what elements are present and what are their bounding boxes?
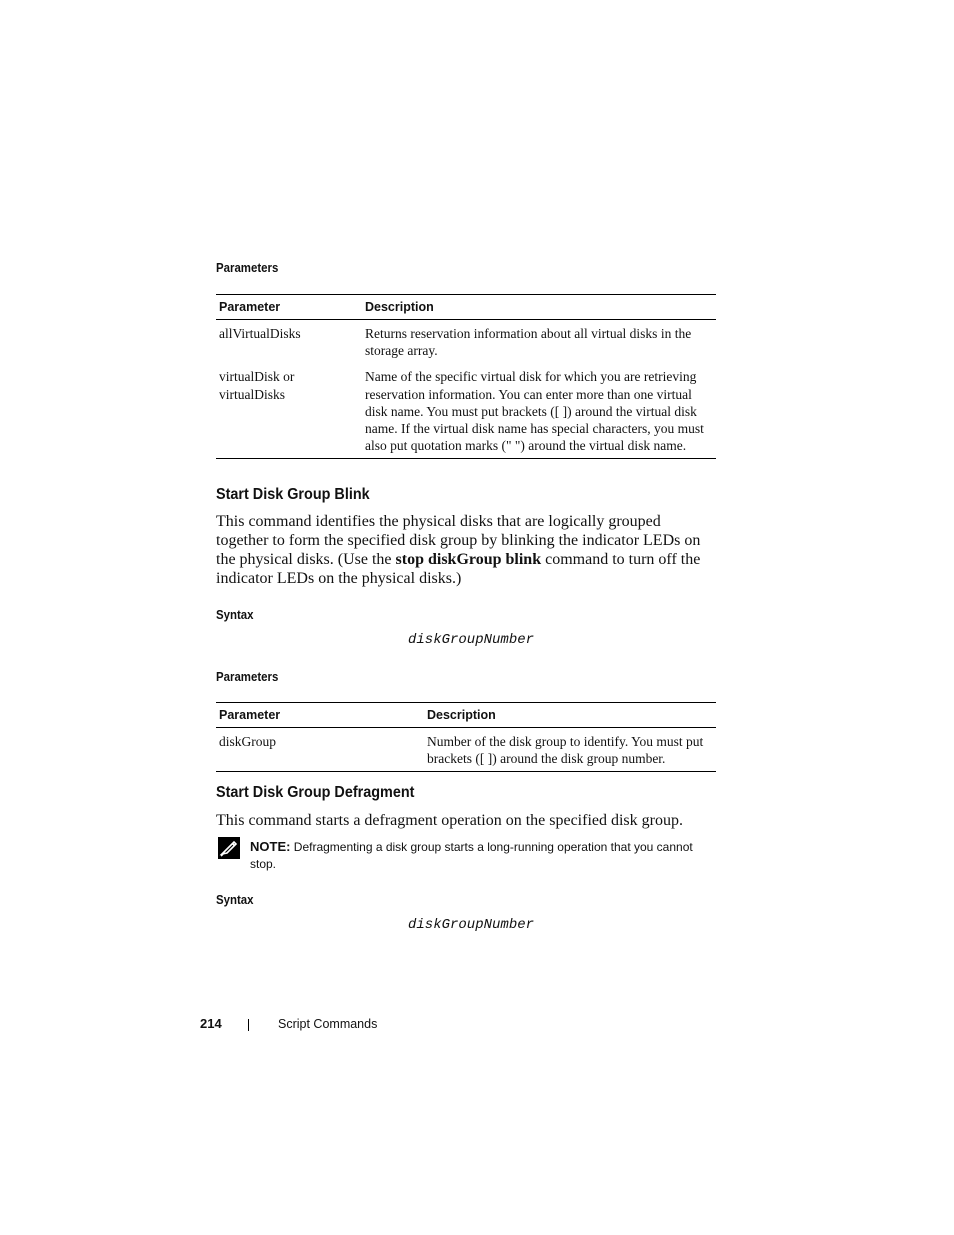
parameters-table	[216, 294, 716, 459]
page-number: 214	[200, 1016, 222, 1031]
parameter-cell: diskGroup	[216, 728, 424, 772]
body-text: This command identifies the physical disks that are logically grouped together to form the specified disk group by blinking the indicator LEDs on the physical disks. (Use the	[216, 513, 701, 568]
note-body: Defragmenting a disk group starts a long-running operation that you cannot stop.	[250, 840, 693, 871]
table-row	[216, 320, 716, 363]
column-header-description: Description	[424, 703, 716, 728]
parameter-cell: allVirtualDisks	[219, 326, 301, 341]
column-header-description: Description	[362, 295, 716, 320]
parameters-heading: Parameters	[216, 669, 279, 684]
note	[250, 838, 720, 873]
chapter-title: Script Commands	[278, 1017, 378, 1031]
blink-description	[216, 512, 716, 588]
syntax-heading: Syntax	[216, 892, 254, 907]
table-row	[216, 362, 716, 459]
description-cell: Name of the specific virtual disk for which you are retrieving reservation information. You can enter more than one virtual disk name. You must put brackets ([ ]) around the virtual disk name. If the virtual disk name has special characters, you must also put quotation marks (" ") around the virtual disk name.	[362, 362, 716, 459]
parameters-table	[216, 702, 716, 772]
note-pencil-icon	[218, 837, 240, 859]
command-reference: stop diskGroup blink	[395, 551, 542, 568]
defragment-description: This command starts a defragment operation on the specified disk group.	[216, 812, 683, 829]
column-header-parameter: Parameter	[216, 295, 362, 320]
syntax-code: diskGroupNumber	[408, 917, 535, 933]
section-title-blink: Start Disk Group Blink	[216, 486, 370, 503]
table-row	[216, 728, 716, 772]
body-text: command to turn off the indicator LEDs on the physical disks.)	[216, 551, 701, 587]
column-header-parameter: Parameter	[216, 703, 424, 728]
description-cell: Returns reservation information about all virtual disks in the storage array.	[365, 326, 692, 359]
description-cell: Number of the disk group to identify. You must put brackets ([ ]) around the disk group number.	[424, 728, 716, 772]
parameter-cell: virtualDisk or virtualDisks	[216, 362, 362, 459]
section-title-defragment: Start Disk Group Defragment	[216, 784, 415, 801]
syntax-heading: Syntax	[216, 607, 254, 622]
note-label: NOTE:	[250, 839, 291, 854]
parameters-heading: Parameters	[216, 260, 279, 275]
footer-divider	[248, 1019, 249, 1031]
syntax-code: diskGroupNumber	[408, 632, 535, 648]
